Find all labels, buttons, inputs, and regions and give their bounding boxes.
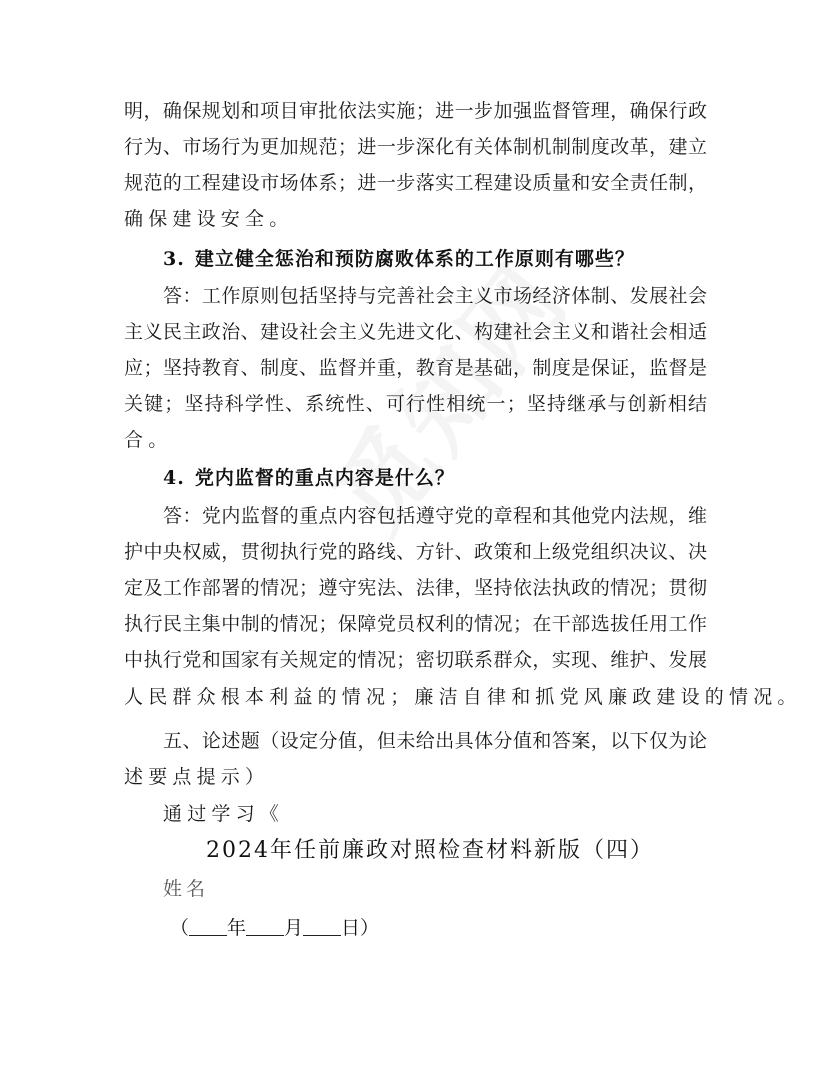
section-5-line: 述要点提示） (124, 766, 270, 788)
answer-line: 护中央权威，贯彻执行党的路线、方针、政策和上级党组织决议、决 (124, 541, 707, 563)
month-blank[interactable] (246, 915, 284, 936)
name-label: 姓名 (163, 878, 210, 900)
paragraph-line: 确保建设安全。 (124, 208, 294, 230)
answer-line: 执行民主集中制的情况；保障党员权利的情况；在干部选拔任用工作 (124, 613, 707, 635)
month-label: 月 (284, 917, 304, 939)
question-text: 建立健全惩治和预防腐败体系的工作原则有哪些？ (194, 248, 635, 270)
answer-line: 答：工作原则包括坚持与完善社会主义市场经济体制、发展社会 (163, 285, 707, 307)
answer-line: 中执行党和国家有关规定的情况；密切联系群众，实现、维护、发展 (124, 649, 707, 671)
question-4-heading (163, 460, 455, 496)
paragraph-line: 规范的工程建设市场体系；进一步落实工程建设质量和安全责任制， (124, 172, 707, 194)
answer-line: 应；坚持教育、制度、监督并重，教育是基础，制度是保证，监督是 (124, 357, 707, 379)
answer-line: 合。 (124, 429, 173, 451)
question-text: 党内监督的重点内容是什么？ (194, 467, 455, 489)
answer-line: 答：党内监督的重点内容包括遵守党的章程和其他党内法规，维 (163, 505, 707, 527)
question-3-heading (163, 241, 635, 277)
paragraph-line: 行为、市场行为更加规范；进一步深化有关体制机制制度改革，建立 (124, 136, 707, 158)
year-label: 年 (227, 917, 247, 939)
year-blank[interactable] (189, 915, 227, 936)
answer-line: 定及工作部署的情况；遵守宪法、法律，坚持依法执政的情况；贯彻 (124, 577, 707, 599)
paragraph-line: 明，确保规划和项目审批依法实施；进一步加强监督管理，确保行政 (124, 100, 707, 122)
answer-line: 关键；坚持科学性、系统性、可行性相统一；坚持继承与创新相结 (124, 393, 707, 415)
question-number: 3. (163, 248, 185, 270)
day-blank[interactable] (303, 915, 341, 936)
study-line: 通过学习《 (163, 803, 285, 825)
answer-line: 人民群众根本利益的情况；廉洁自律和抓党风廉政建设的情况。 (124, 686, 802, 708)
question-number: 4. (163, 467, 185, 489)
document-title: 2024年任前廉政对照检查材料新版（四） (206, 838, 654, 863)
answer-line: 主义民主政治、建设社会主义先进文化、构建社会主义和谐社会相适 (124, 321, 707, 343)
date-line (170, 910, 379, 946)
section-5-line: 五、论述题（设定分值，但未给出具体分值和答案，以下仅为论 (163, 730, 707, 752)
day-label: 日） (341, 917, 380, 939)
date-open-paren: （ (170, 917, 190, 939)
